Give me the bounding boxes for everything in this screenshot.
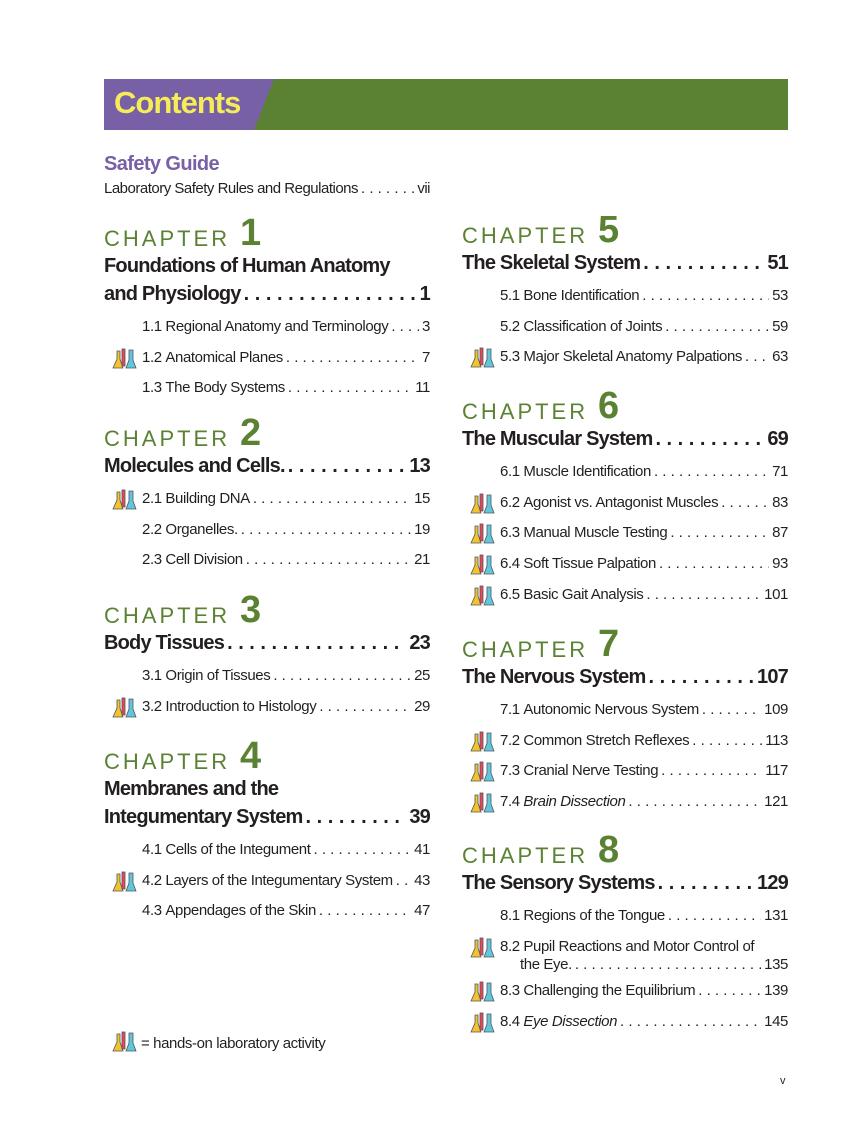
lab-flask-icon	[468, 760, 496, 782]
toc-entry-2.1[interactable]	[104, 484, 430, 515]
chapter-label: CHAPTER	[104, 226, 231, 251]
entry-title: Pupil Reactions and Motor Control of	[523, 937, 755, 955]
chapter-title[interactable]	[104, 452, 430, 480]
legend-text: = hands-on laboratory activity	[141, 1034, 326, 1052]
chapter-number: 4	[240, 735, 262, 777]
entry-line	[500, 488, 788, 519]
entry-line	[500, 457, 788, 488]
entry-page: 63	[772, 348, 788, 366]
chapter-title[interactable]	[462, 249, 788, 277]
lab-flask-icon	[468, 522, 496, 544]
chapter-heading	[462, 829, 788, 871]
chapter-5	[462, 209, 788, 373]
dot-leader	[241, 515, 411, 546]
chapter-label: CHAPTER	[462, 843, 589, 868]
entry-line	[500, 976, 788, 1007]
dot-leader	[698, 976, 761, 1007]
toc-entry-7.3[interactable]	[462, 756, 788, 787]
dot-leader	[692, 726, 762, 757]
chapter-6	[462, 385, 788, 611]
chapter-title[interactable]	[104, 803, 430, 831]
entry-title: Regions of the Tongue	[523, 907, 665, 924]
toc-entry-6.1[interactable]	[462, 457, 788, 488]
chapter-7	[462, 623, 788, 818]
chapter-8	[462, 829, 788, 1038]
entry-page: 15	[414, 490, 430, 507]
entry-line	[500, 901, 788, 932]
dot-leader	[658, 869, 754, 897]
entry-line	[500, 1007, 788, 1038]
chapter-title-text: Integumentary System	[104, 806, 303, 828]
entry-line	[142, 515, 430, 546]
lab-flask-icon	[468, 584, 496, 606]
entry-line	[142, 866, 430, 897]
lab-flask-icon	[110, 1030, 141, 1056]
contents-banner	[104, 79, 788, 130]
entry-number: 2.1	[142, 490, 166, 507]
toc-entry-1.3[interactable]	[104, 373, 430, 404]
dot-leader	[575, 954, 761, 976]
entry-number: 5.2	[500, 317, 524, 335]
toc-entry-8.2[interactable]	[462, 932, 788, 977]
chapter-number: 3	[240, 589, 262, 631]
chapter-page: 1	[419, 283, 430, 305]
chapter-title[interactable]	[462, 425, 788, 453]
entry-number: 8.4	[500, 1013, 524, 1031]
entry-line	[500, 518, 788, 549]
chapter-label: CHAPTER	[104, 749, 231, 774]
entry-number: 1.2	[142, 348, 166, 366]
lab-flask-icon	[468, 1011, 496, 1033]
legend	[110, 1030, 325, 1056]
entry-line	[500, 549, 788, 580]
dot-leader	[745, 342, 769, 373]
entry-title-continued: the Eye.	[520, 956, 572, 974]
dot-leader	[396, 866, 411, 897]
toc-entry-5.1[interactable]	[462, 281, 788, 312]
chapter-label: CHAPTER	[462, 637, 589, 662]
entry-number: 4.3	[142, 902, 166, 920]
entry-title: Basic Gait Analysis	[523, 585, 644, 603]
dot-leader	[659, 549, 769, 580]
dot-leader	[244, 280, 417, 308]
chapter-title[interactable]	[462, 869, 788, 897]
entry-line	[142, 661, 430, 692]
dot-leader	[246, 545, 411, 576]
toc-entry-7.2[interactable]	[462, 726, 788, 757]
lab-flask-icon	[468, 346, 496, 368]
toc-entry-8.1[interactable]	[462, 901, 788, 932]
lab-flask-icon	[468, 730, 496, 752]
entry-page: 139	[764, 982, 788, 1000]
safety-guide-heading: Safety Guide	[104, 153, 220, 175]
toc-entry-5.3[interactable]	[462, 342, 788, 373]
chapter-title-text: The Muscular System	[462, 428, 653, 450]
chapter-items	[104, 661, 430, 722]
entry-line	[142, 312, 430, 343]
dot-leader	[319, 692, 411, 723]
chapter-items	[462, 281, 788, 373]
entry-title: Layers of the Integumentary System	[165, 871, 393, 889]
entry-title: Soft Tissue Palpation	[523, 555, 656, 573]
entry-title: Regional Anatomy and Terminology	[165, 318, 389, 335]
entry-title: Bone Identification	[523, 287, 640, 304]
dot-leader	[227, 629, 406, 657]
chapter-title-text: Body Tissues	[104, 632, 225, 654]
chapter-number: 8	[598, 829, 620, 871]
dot-leader	[628, 787, 761, 818]
entry-line	[500, 281, 788, 312]
chapter-page: 129	[757, 872, 788, 894]
entry-number: 6.5	[500, 585, 524, 603]
entry-page: 121	[764, 793, 788, 811]
dot-leader	[654, 457, 769, 488]
entry-page: 145	[764, 1013, 788, 1031]
toc-entry-2.2[interactable]	[104, 515, 430, 546]
lab-flask-icon	[468, 936, 496, 958]
entry-title: Organelles.	[165, 520, 238, 538]
entry-page: 59	[772, 317, 788, 335]
chapter-number: 5	[598, 209, 620, 251]
entry-line	[142, 692, 430, 723]
entry-page: 25	[414, 667, 430, 684]
entry-title: Building DNA	[165, 490, 250, 507]
dot-leader	[306, 803, 407, 831]
entry-line	[500, 342, 788, 373]
chapter-2	[104, 412, 430, 576]
dot-leader	[286, 343, 419, 374]
chapter-page: 39	[409, 806, 430, 828]
dot-leader	[668, 901, 761, 932]
entry-number: 3.2	[142, 697, 166, 715]
chapter-items	[104, 835, 430, 927]
chapter-title[interactable]	[104, 629, 430, 657]
entry-line	[142, 484, 430, 515]
entry-page: 43	[414, 871, 430, 889]
toc-entry-4.3[interactable]	[104, 896, 430, 927]
dot-leader	[670, 518, 769, 549]
dot-leader	[665, 312, 769, 343]
toc-entry-2.3[interactable]	[104, 545, 430, 576]
entry-title: Classification of Joints	[523, 317, 663, 335]
chapter-title[interactable]	[462, 663, 788, 691]
entry-page: 109	[764, 701, 788, 718]
entry-number: 7.2	[500, 731, 524, 749]
chapter-label: CHAPTER	[104, 603, 231, 628]
toc-entry-1.1[interactable]	[104, 312, 430, 343]
chapter-heading	[462, 623, 788, 665]
entry-page: 11	[415, 379, 430, 397]
entry-line	[500, 580, 788, 611]
entry-page: 101	[764, 585, 788, 603]
entry-page: 29	[414, 697, 430, 715]
entry-number: 7.1	[500, 701, 524, 718]
toc-entry-8.3[interactable]	[462, 976, 788, 1007]
toc-entry-3.1[interactable]	[104, 661, 430, 692]
chapter-title-text: Membranes and the	[104, 778, 279, 800]
entry-title: Eye Dissection	[523, 1013, 618, 1031]
chapter-items	[462, 695, 788, 818]
entry-number: 8.3	[500, 982, 524, 1000]
chapter-page: 107	[757, 666, 788, 688]
dot-leader	[702, 695, 761, 726]
entry-number: 5.1	[500, 287, 524, 304]
lab-flask-icon	[468, 492, 496, 514]
toc-entry-8.4[interactable]	[462, 1007, 788, 1038]
lab-flask-icon	[110, 488, 138, 510]
entry-page: 47	[414, 902, 430, 920]
chapter-title-text: Foundations of Human Anatomy	[104, 255, 390, 277]
entry-page: vii	[417, 180, 430, 197]
entry-page: 135	[764, 956, 788, 974]
entry-page: 93	[772, 555, 788, 573]
dot-leader	[288, 452, 407, 480]
toc-entry-6.3[interactable]	[462, 518, 788, 549]
entry-number: 3.1	[142, 667, 166, 684]
toc-entry-6.4[interactable]	[462, 549, 788, 580]
chapter-title	[104, 252, 430, 280]
entry-title: Agonist vs. Antagonist Muscles	[523, 493, 719, 511]
lab-flask-icon	[110, 696, 138, 718]
entry-page: 3	[422, 318, 430, 335]
entry-line	[142, 373, 430, 404]
entry-page: 113	[765, 731, 788, 749]
entry-title: Laboratory Safety Rules and Regulations	[104, 180, 359, 197]
entry-line	[142, 835, 430, 866]
entry-line	[500, 787, 788, 818]
chapter-1	[104, 212, 430, 404]
entry-number: 6.4	[500, 555, 524, 573]
entry-number: 1.3	[142, 379, 166, 397]
chapter-page: 23	[409, 632, 430, 654]
toc-entry-6.2[interactable]	[462, 488, 788, 519]
entry-page: 117	[765, 762, 788, 780]
dot-leader	[642, 281, 769, 312]
lab-flask-icon	[110, 870, 138, 892]
dot-leader	[620, 1007, 761, 1038]
entry-page: 83	[772, 493, 788, 511]
entry-title: Autonomic Nervous System	[523, 701, 699, 718]
entry-title: The Body Systems	[165, 379, 285, 397]
toc-entry-safety-rules[interactable]	[104, 180, 430, 197]
entry-number: 5.3	[500, 348, 524, 366]
entry-title: Brain Dissection	[523, 793, 626, 811]
chapter-title[interactable]	[104, 280, 430, 308]
entry-page: 41	[414, 841, 430, 858]
entry-number: 4.2	[142, 871, 166, 889]
toc-entry-4.2[interactable]	[104, 866, 430, 897]
chapter-heading	[462, 385, 788, 427]
entry-page: 87	[772, 524, 788, 542]
entry-line	[500, 312, 788, 343]
lab-flask-icon	[468, 980, 496, 1002]
chapter-items	[462, 457, 788, 611]
page-number: v	[780, 1075, 786, 1087]
entry-line	[142, 896, 430, 927]
dot-leader	[361, 180, 414, 197]
entry-title: Origin of Tissues	[165, 667, 271, 684]
entry-number: 8.2	[500, 937, 524, 955]
chapter-label: CHAPTER	[104, 426, 231, 451]
chapter-page: 69	[767, 428, 788, 450]
chapter-label: CHAPTER	[462, 223, 589, 248]
entry-title: Manual Muscle Testing	[523, 524, 668, 542]
chapter-number: 1	[240, 212, 262, 254]
entry-line	[142, 343, 430, 374]
lab-flask-icon	[110, 347, 138, 369]
entry-page: 71	[772, 463, 788, 480]
chapter-number: 2	[240, 412, 262, 454]
toc-entry-3.2[interactable]	[104, 692, 430, 723]
entry-number: 6.3	[500, 524, 524, 542]
chapter-heading	[104, 412, 430, 454]
chapter-heading	[462, 209, 788, 251]
chapter-heading	[104, 735, 430, 777]
chapter-items	[104, 484, 430, 576]
toc-entry-7.1[interactable]	[462, 695, 788, 726]
toc-entry-1.2[interactable]	[104, 343, 430, 374]
dot-leader	[319, 896, 411, 927]
chapter-items	[462, 901, 788, 1038]
entry-number: 7.4	[500, 793, 524, 811]
entry-number: 1.1	[142, 318, 166, 335]
toc-entry-4.1[interactable]	[104, 835, 430, 866]
entry-number: 4.1	[142, 841, 166, 858]
chapter-title-text: and Physiology	[104, 283, 241, 305]
entry-number: 6.1	[500, 463, 524, 480]
toc-entry-6.5[interactable]	[462, 580, 788, 611]
dot-leader	[288, 373, 412, 404]
dot-leader	[646, 580, 761, 611]
chapter-4	[104, 735, 430, 927]
chapter-number: 6	[598, 385, 620, 427]
entry-number: 2.2	[142, 520, 166, 538]
entry-title: Cells of the Integument	[165, 841, 311, 858]
dot-leader	[648, 663, 754, 691]
lab-flask-icon	[468, 553, 496, 575]
dot-leader	[253, 484, 411, 515]
entry-line	[500, 756, 788, 787]
entry-line	[500, 726, 788, 757]
chapter-items	[104, 312, 430, 404]
entry-number: 8.1	[500, 907, 524, 924]
lab-flask-icon	[468, 791, 496, 813]
entry-page: 19	[414, 520, 430, 538]
entry-line	[500, 695, 788, 726]
entry-title: Challenging the Equilibrium	[523, 982, 696, 1000]
entry-number: 7.3	[500, 762, 524, 780]
dot-leader	[721, 488, 769, 519]
entry-title: Anatomical Planes	[165, 348, 283, 366]
chapter-title-text: The Sensory Systems	[462, 872, 655, 894]
entry-title: Muscle Identification	[523, 463, 651, 480]
entry-line-continued	[500, 954, 788, 976]
entry-page: 21	[414, 551, 430, 569]
entry-number: 6.2	[500, 493, 524, 511]
entry-title: Appendages of the Skin	[165, 902, 316, 920]
entry-page: 131	[764, 907, 788, 924]
chapter-title	[104, 775, 430, 803]
chapter-label: CHAPTER	[462, 399, 589, 424]
chapter-title-text: Molecules and Cells.	[104, 455, 285, 477]
chapter-heading	[104, 212, 430, 254]
entry-title: Introduction to Histology	[165, 697, 317, 715]
toc-entry-7.4[interactable]	[462, 787, 788, 818]
chapter-3	[104, 589, 430, 722]
dot-leader	[655, 425, 764, 453]
entry-number: 2.3	[142, 551, 166, 569]
entry-line	[142, 545, 430, 576]
chapter-page: 13	[409, 455, 430, 477]
page-title: Contents	[114, 85, 241, 120]
dot-leader	[313, 835, 411, 866]
entry-page: 53	[772, 287, 788, 304]
chapter-title-text: The Nervous System	[462, 666, 646, 688]
chapter-heading	[104, 589, 430, 631]
toc-entry-5.2[interactable]	[462, 312, 788, 343]
dot-leader	[643, 249, 764, 277]
entry-title: Major Skeletal Anatomy Palpations	[523, 348, 743, 366]
chapter-number: 7	[598, 623, 620, 665]
entry-title: Common Stretch Reflexes	[523, 731, 690, 749]
entry-page: 7	[422, 348, 430, 366]
entry-title: Cell Division	[165, 551, 243, 569]
dot-leader	[273, 661, 411, 692]
entry-title: Cranial Nerve Testing	[523, 762, 659, 780]
chapter-title-text: The Skeletal System	[462, 252, 641, 274]
dot-leader	[391, 312, 419, 343]
dot-leader	[661, 756, 762, 787]
chapter-page: 51	[767, 252, 788, 274]
